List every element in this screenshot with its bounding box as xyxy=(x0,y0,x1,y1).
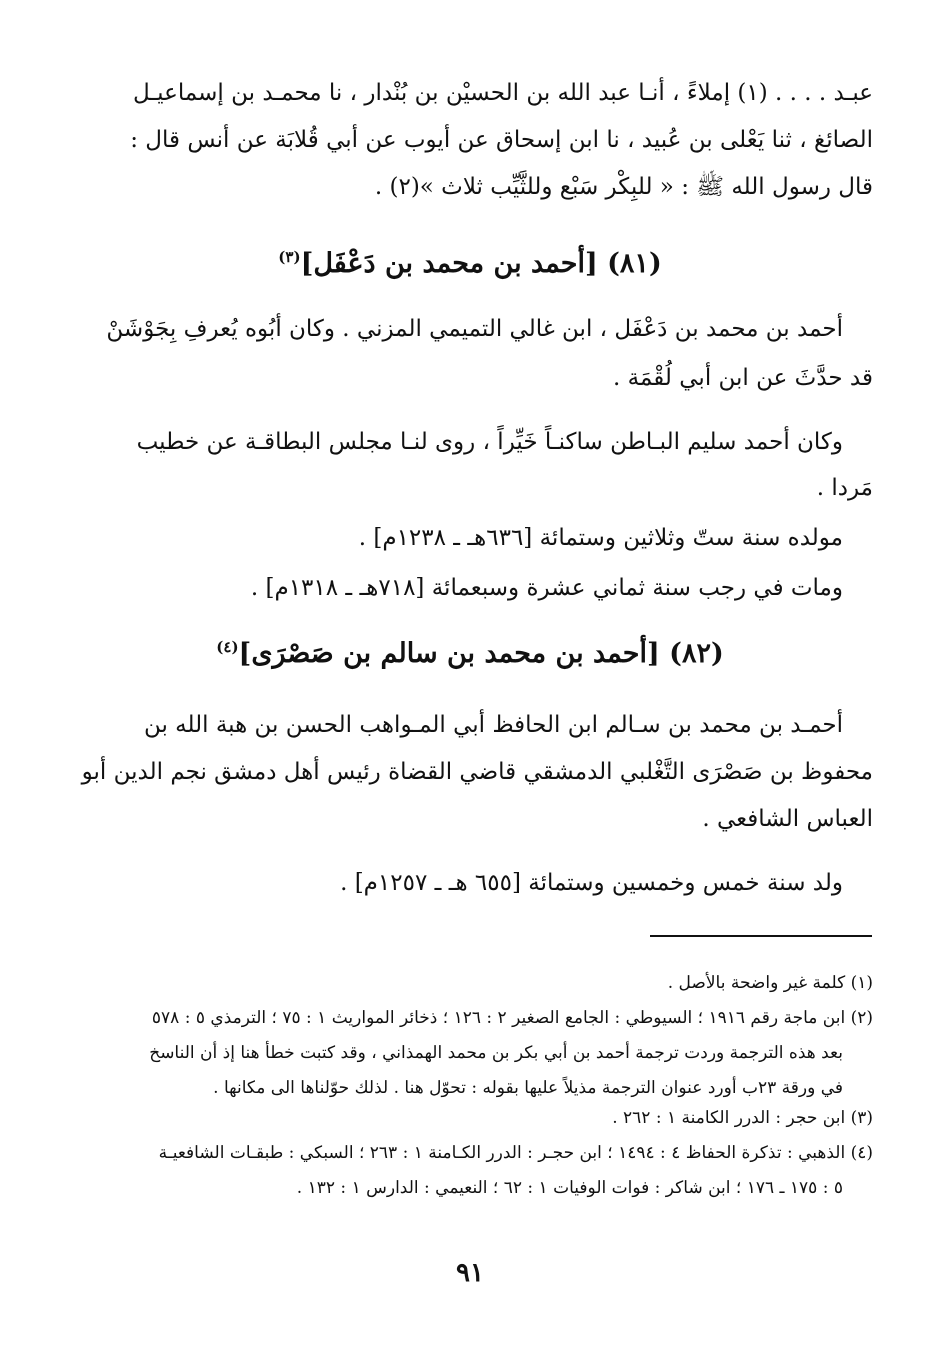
intro-line-3: قال رسول الله ﷺ : « للبِكْر سَبْع وللثَّيِّب ثلاث »(٢) . xyxy=(374,174,873,200)
footnote-2-line3: في ورقة ٢٣ب أورد عنوان الترجمة مذيلاً عليها بقوله : تحوّل هنا . لذلك حوّلناها الى مكانها . xyxy=(213,1078,843,1098)
entry-82-para1-line1: أحمـد بن محمد بن سـالم ابن الحافظ أبي المـواهب الحسن بن هبة الله بن xyxy=(143,712,843,738)
intro-line-2: الصائغ ، ثنا يَعْلى بن عُبيد ، نا ابن إسحاق عن أيوب عن أبي قُلابَة عن أنس قال : xyxy=(130,127,873,153)
footnote-2-line2: بعد هذه الترجمة وردت ترجمة أحمد بن أبي بكر بن محمد الهمذاني ، وقد كتبت خطأ هنا إذ أن الناسخ xyxy=(149,1043,843,1063)
entry-81-para2-line2: مَردا . xyxy=(816,475,873,501)
entry-81-heading xyxy=(120,246,820,282)
intro-line-1: عبـد . . . . (١) إملاءً ، أنـا عبد الله بن الحسيْن بن بُنْدار ، نا محمـد بن إسماعيـل xyxy=(133,80,873,106)
entry-82-para1-line2: محفوظ بن صَصْرَى التَّغْلبي الدمشقي قاضي القضاة رئيس أهل دمشق نجم الدين أبو xyxy=(81,759,873,785)
entry-82-heading xyxy=(120,636,820,672)
footnote-3: (٣) ابن حجر : الدرر الكامنة ١ : ٢٦٢ . xyxy=(612,1108,873,1128)
page-number: ٩١ xyxy=(456,1258,484,1288)
footnote-1: (١) كلمة غير واضحة بالأصل . xyxy=(667,973,873,993)
entry-82-para1-line3: العباس الشافعي . xyxy=(702,806,873,832)
entry-81-heading-text: (٨١) [أحمد بن محمد بن دَعْفَل] xyxy=(300,248,662,279)
entry-81-birth: مولده سنة ستّ وثلاثين وستمائة [٦٣٦هـ ـ ١٢٣٨م] . xyxy=(358,525,843,551)
entry-81-death: ومات في رجب سنة ثماني عشرة وسبعمائة [٧١٨هـ ـ ١٣١٨م] . xyxy=(250,575,843,601)
footnote-4-line2: ٥ : ١٧٥ ـ ١٧٦ ؛ ابن شاكر : فوات الوفيات ١ : ٦٢ ؛ النعيمي : الدارس ١ : ١٣٢ . xyxy=(296,1178,843,1198)
entry-82-birth: ولد سنة خمس وخمسين وستمائة [٦٥٥ هـ ـ ١٢٥٧م] . xyxy=(340,870,843,896)
footnote-2-line1: (٢) ابن ماجة رقم ١٩١٦ ؛ السيوطي : الجامع الصغير ٢ : ١٢٦ ؛ ذخائر المواريث ١ : ٧٥ ؛ الترمذي ٥ : ٥٧٨ xyxy=(151,1008,873,1028)
entry-81-para1-line1: أحمد بن محمد بن دَعْفَل ، ابن غالي التميمي المزني . وكان أبُوه يُعرفِ بِجَوْشَنْ xyxy=(106,316,843,342)
entry-81-para1-line2: قد حدَّثَ عن ابن أبي لُقْمَة . xyxy=(613,365,873,391)
entry-81-heading-note: (٣) xyxy=(278,248,301,266)
footnote-4-line1: (٤) الذهبي : تذكرة الحفاظ ٤ : ١٤٩٤ ؛ ابن حجـر : الدرر الكـامنة ١ : ٢٦٣ ؛ السبكي : طبقـات الشافعيـة xyxy=(158,1143,873,1163)
entry-82-heading-note: (٤) xyxy=(216,638,239,656)
footnote-separator xyxy=(650,935,872,937)
entry-82-heading-text: (٨٢) [أحمد بن محمد بن سالم بن صَصْرَى] xyxy=(238,638,724,669)
entry-81-para2-line1: وكان أحمد سليم البـاطن ساكنـاً خَيِّراً ، روى لنـا مجلس البطاقـة عن خطيب xyxy=(136,429,843,455)
